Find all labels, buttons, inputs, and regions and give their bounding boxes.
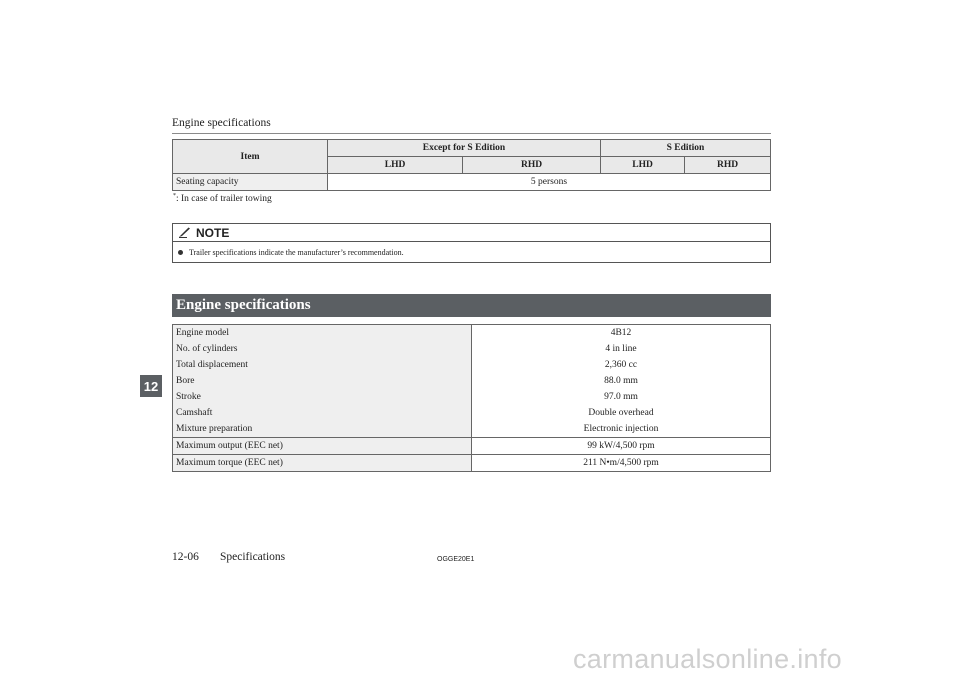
watermark: carmanualsonline.info (573, 644, 842, 674)
table-row (173, 357, 771, 373)
engine-spec-table (172, 324, 771, 472)
note-item-text: Trailer specifications indicate the manufacturer’s recommendation. (189, 247, 404, 257)
chapter-tab: 12 (140, 375, 162, 397)
note-box (172, 223, 771, 263)
spec-value: 97.0 mm (472, 389, 771, 405)
spec-label: Total displacement (173, 357, 472, 373)
spec-value: Double overhead (472, 405, 771, 421)
row-value: 5 persons (328, 174, 771, 191)
bullet-icon (178, 250, 183, 255)
item-header: Item (173, 140, 328, 174)
footnote-marker: * (173, 193, 176, 199)
sub-header-lhd: LHD (600, 157, 684, 174)
spec-label: Camshaft (173, 405, 472, 421)
sub-header-rhd: RHD (463, 157, 601, 174)
pencil-note-icon (178, 227, 192, 238)
section-banner (172, 294, 771, 317)
table-row (173, 455, 771, 472)
s-edition-header: S Edition (600, 140, 770, 157)
spec-label: Stroke (173, 389, 472, 405)
sub-header-rhd: RHD (685, 157, 771, 174)
running-header: Engine specifications (172, 117, 271, 129)
spec-value: 4 in line (472, 341, 771, 357)
section-title: Engine specifications (176, 297, 311, 313)
spec-value: 99 kW/4,500 rpm (472, 438, 771, 455)
table-row (173, 389, 771, 405)
note-title: NOTE (196, 225, 230, 240)
sub-header-lhd: LHD (328, 157, 463, 174)
table-row (173, 373, 771, 389)
spec-label: Bore (173, 373, 472, 389)
spec-label: Mixture preparation (173, 421, 472, 438)
spec-value: 4B12 (472, 325, 771, 342)
table-row (173, 421, 771, 438)
spec-label: Maximum torque (EEC net) (173, 455, 472, 472)
row-label: Seating capacity (173, 174, 328, 191)
spec-value: 211 N•m/4,500 rpm (472, 455, 771, 472)
table-row (173, 174, 771, 191)
page-number: 12-06 (172, 551, 199, 563)
spec-label: No. of cylinders (173, 341, 472, 357)
table-row (173, 341, 771, 357)
spec-value: 88.0 mm (472, 373, 771, 389)
seating-table (172, 139, 771, 191)
footnote (173, 193, 272, 204)
header-rule (172, 133, 771, 134)
document-code: OGGE20E1 (437, 556, 475, 563)
note-header (173, 224, 770, 242)
table-row (173, 405, 771, 421)
note-item (173, 242, 770, 262)
spec-value: 2,360 cc (472, 357, 771, 373)
chapter-name: Specifications (220, 551, 286, 563)
except-s-edition-header: Except for S Edition (328, 140, 601, 157)
spec-label: Maximum output (EEC net) (173, 438, 472, 455)
spec-label: Engine model (173, 325, 472, 342)
spec-value: Electronic injection (472, 421, 771, 438)
table-row (173, 325, 771, 342)
footnote-text: : In case of trailer towing (176, 194, 272, 205)
table-row (173, 438, 771, 455)
